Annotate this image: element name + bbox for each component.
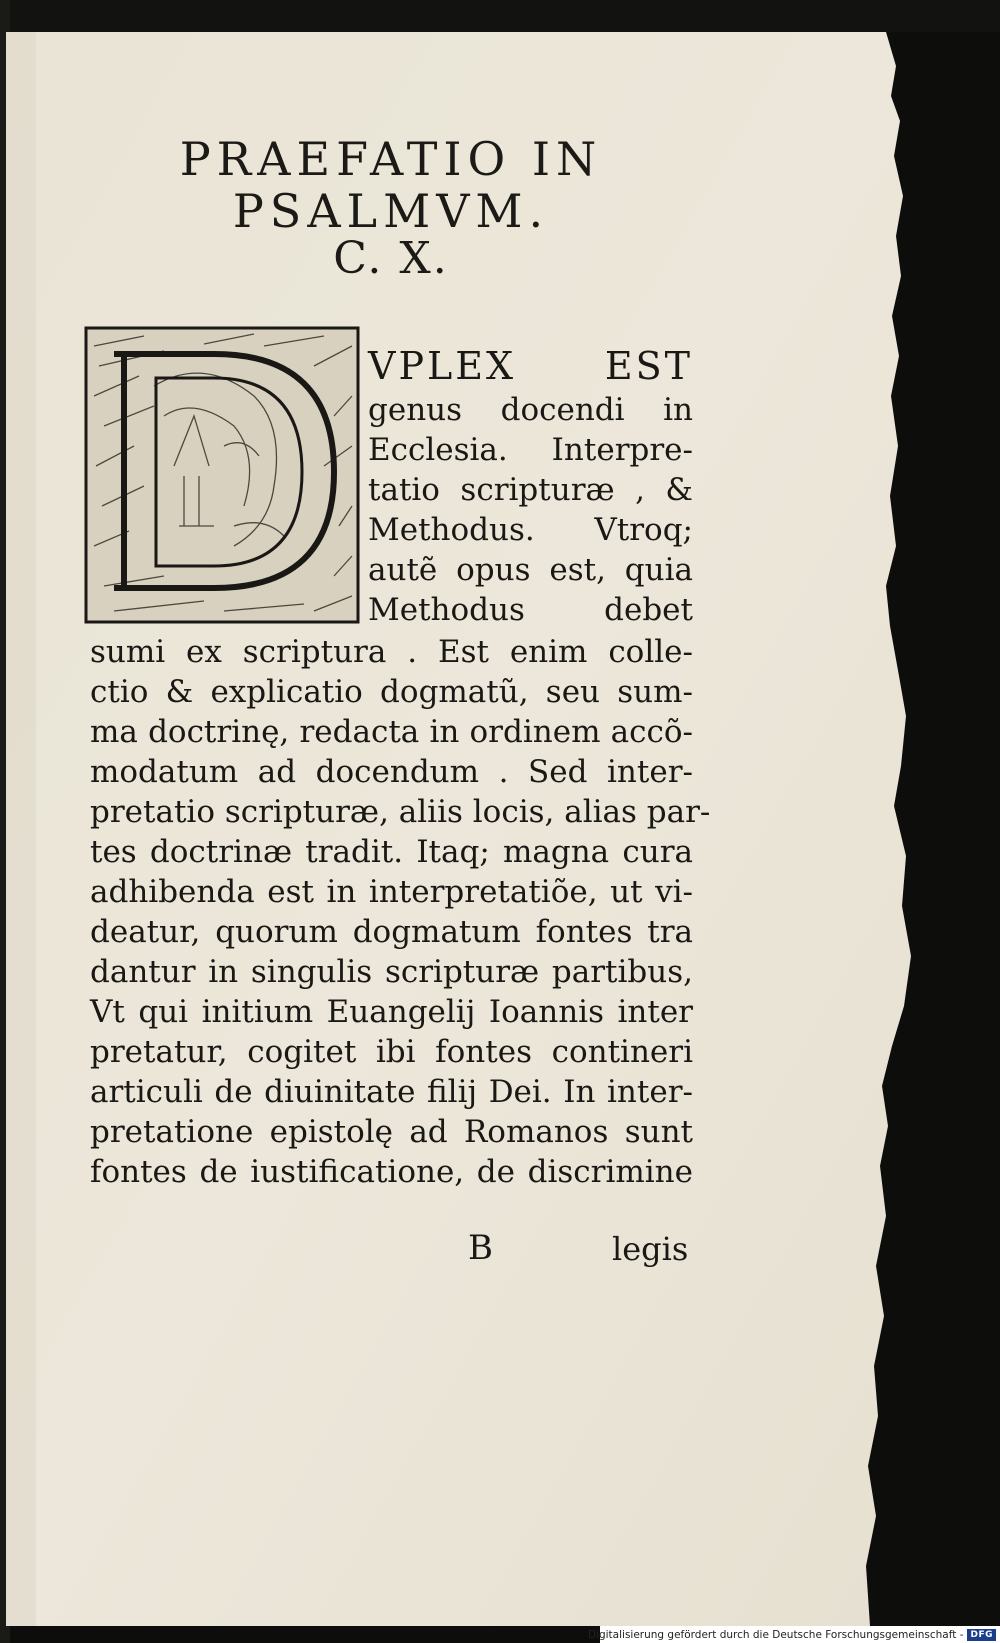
text-line: autẽ opus est, quia <box>368 552 693 588</box>
text-line: Ecclesia. Interpre- <box>368 432 693 468</box>
text-line: articuli de diuinitate filij Dei. In inter- <box>90 1074 693 1110</box>
text-line: pretatio scripturæ, aliis locis, alias par- <box>90 794 711 830</box>
text-line: genus docendi in <box>368 392 693 428</box>
text-line: VPLEX EST <box>368 344 693 388</box>
decorated-initial-d <box>84 326 360 624</box>
signature-mark: B <box>468 1228 493 1268</box>
text-line: pretatur, cogitet ibi fontes contineri <box>90 1034 693 1070</box>
text-line: ma doctrinę, redacta in ordinem accõ- <box>90 714 693 750</box>
title-line-1: PRAEFATIO IN <box>179 132 603 186</box>
text-line: dantur in singulis scripturæ partibus, <box>90 954 693 990</box>
text-line: deatur, quorum dogmatum fontes tra <box>90 914 693 950</box>
text-line: Vt qui initium Euangelij Ioannis inter <box>90 994 693 1030</box>
text-line: tatio scripturæ , & <box>368 472 693 508</box>
text-line: adhibenda est in interpretatiõe, ut vi- <box>90 874 693 910</box>
title-line-2: PSALMVM. <box>232 184 550 238</box>
title-line-3: C. X. <box>333 233 449 284</box>
text-line: modatum ad docendum . Sed inter- <box>90 754 693 790</box>
dfg-logo-icon: DFG <box>967 1629 996 1641</box>
digitization-footer <box>587 1626 1000 1643</box>
catchword: legis <box>612 1230 689 1268</box>
text-line: sumi ex scriptura . Est enim colle- <box>90 634 693 670</box>
footer-credit-text: Digitalisierung gefördert durch die Deutsche Forschungsgemeinschaft - <box>587 1628 964 1641</box>
text-line: pretatione epistolę ad Romanos sunt <box>90 1114 693 1150</box>
text-line: tes doctrinæ tradit. Itaq; magna cura <box>90 834 693 870</box>
text-line: ctio & explicatio dogmatũ, seu sum- <box>90 674 693 710</box>
text-line: Methodus debet <box>368 592 693 628</box>
book-page <box>6 26 996 1626</box>
text-line: fontes de iustificatione, de discrimine <box>90 1154 693 1190</box>
text-line: Methodus. Vtroq; <box>368 512 693 548</box>
